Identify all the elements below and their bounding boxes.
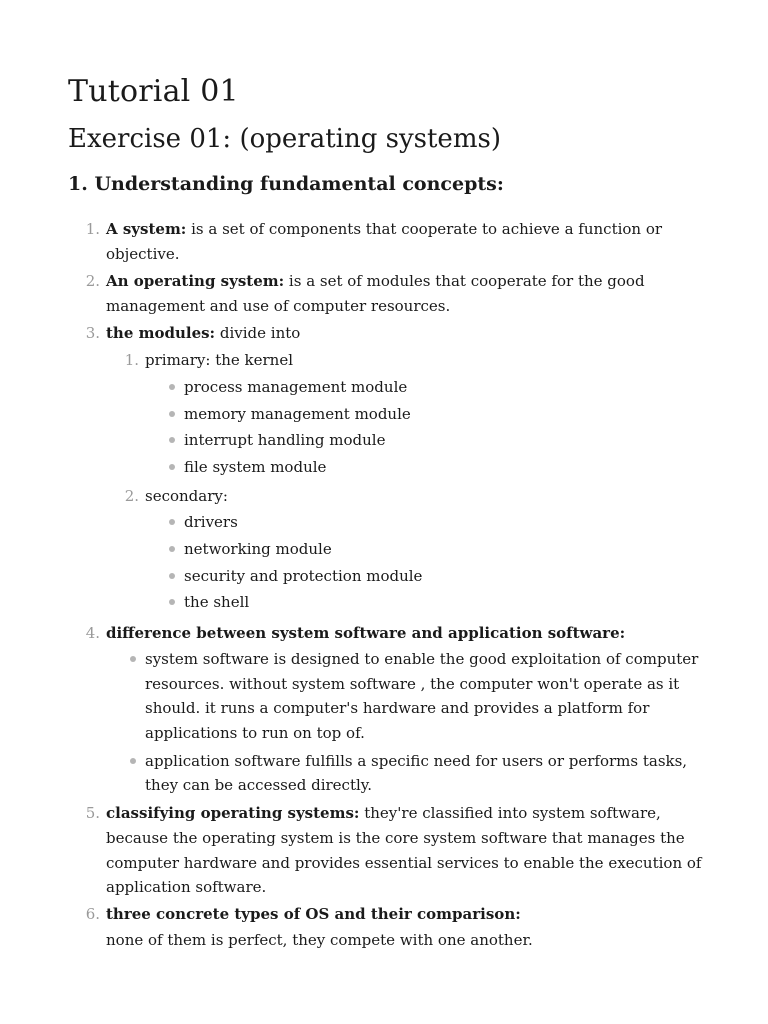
bullet-icon	[169, 519, 175, 525]
bullet-icon	[169, 384, 175, 390]
list-number: 6.	[85, 905, 100, 923]
page-title: Tutorial 01	[68, 74, 239, 109]
sublist-item: secondary:	[145, 487, 228, 505]
term: difference between system software and application software:	[106, 624, 626, 642]
definition-text: is a set of modules that cooperate for the good	[284, 272, 645, 290]
list-number: 4.	[85, 624, 100, 642]
bullet-item: security and protection module	[184, 567, 423, 585]
bullet-item: memory management module	[184, 405, 411, 423]
bullet-item-line: system software is designed to enable the good exploitation of computer	[145, 650, 699, 668]
bullet-item-line: applications to run on top of.	[145, 724, 365, 742]
definition-text: is a set of components that cooperate to achieve a function or	[186, 220, 663, 238]
list-item-continuation: none of them is perfect, they compete with one another.	[106, 931, 533, 949]
term: the modules:	[106, 324, 216, 342]
bullet-item: networking module	[184, 540, 332, 558]
list-item	[106, 217, 662, 242]
list-item	[106, 321, 300, 346]
term: An operating system:	[106, 272, 285, 290]
list-item-continuation: because the operating system is the core system software that manages the	[106, 829, 685, 847]
bullet-item: file system module	[184, 458, 327, 476]
sublist-item: primary: the kernel	[145, 351, 294, 369]
list-item-continuation: application software.	[106, 878, 267, 896]
list-number: 5.	[85, 804, 100, 822]
bullet-icon	[130, 758, 136, 764]
list-item-continuation: management and use of computer resources.	[106, 297, 451, 315]
term: three concrete types of OS and their comparison:	[106, 905, 521, 923]
bullet-item-line: should. it runs a computer's hardware and provides a platform for	[145, 699, 650, 717]
bullet-icon	[169, 546, 175, 552]
bullet-icon	[130, 656, 136, 662]
bullet-icon	[169, 437, 175, 443]
bullet-item-line: resources. without system software , the computer won't operate as it	[145, 675, 680, 693]
bullet-icon	[169, 464, 175, 470]
bullet-icon	[169, 599, 175, 605]
bullet-item: the shell	[184, 593, 250, 611]
bullet-item: drivers	[184, 513, 238, 531]
list-item	[106, 269, 645, 294]
list-number: 1.	[85, 220, 100, 238]
list-item	[106, 621, 625, 646]
list-item-continuation: computer hardware and provides essential services to enable the execution of	[106, 854, 702, 872]
definition-text: they're classified into system software,	[359, 804, 661, 822]
list-number: 3.	[85, 324, 100, 342]
bullet-item-line: they can be accessed directly.	[145, 776, 373, 794]
definition-text: divide into	[215, 324, 301, 342]
list-number: 2.	[85, 272, 100, 290]
sublist-number: 1.	[124, 351, 139, 369]
sublist-number: 2.	[124, 487, 139, 505]
list-item	[106, 801, 661, 826]
bullet-item: process management module	[184, 378, 408, 396]
term: classifying operating systems:	[106, 804, 360, 822]
list-item-continuation: objective.	[106, 245, 180, 263]
section-heading: 1. Understanding fundamental concepts:	[68, 173, 504, 195]
bullet-icon	[169, 411, 175, 417]
term: A system:	[106, 220, 187, 238]
bullet-item: interrupt handling module	[184, 431, 386, 449]
bullet-icon	[169, 573, 175, 579]
list-item	[106, 902, 521, 927]
bullet-item-line: application software fulfills a specific need for users or performs tasks,	[145, 752, 688, 770]
exercise-heading: Exercise 01: (operating systems)	[68, 124, 501, 154]
